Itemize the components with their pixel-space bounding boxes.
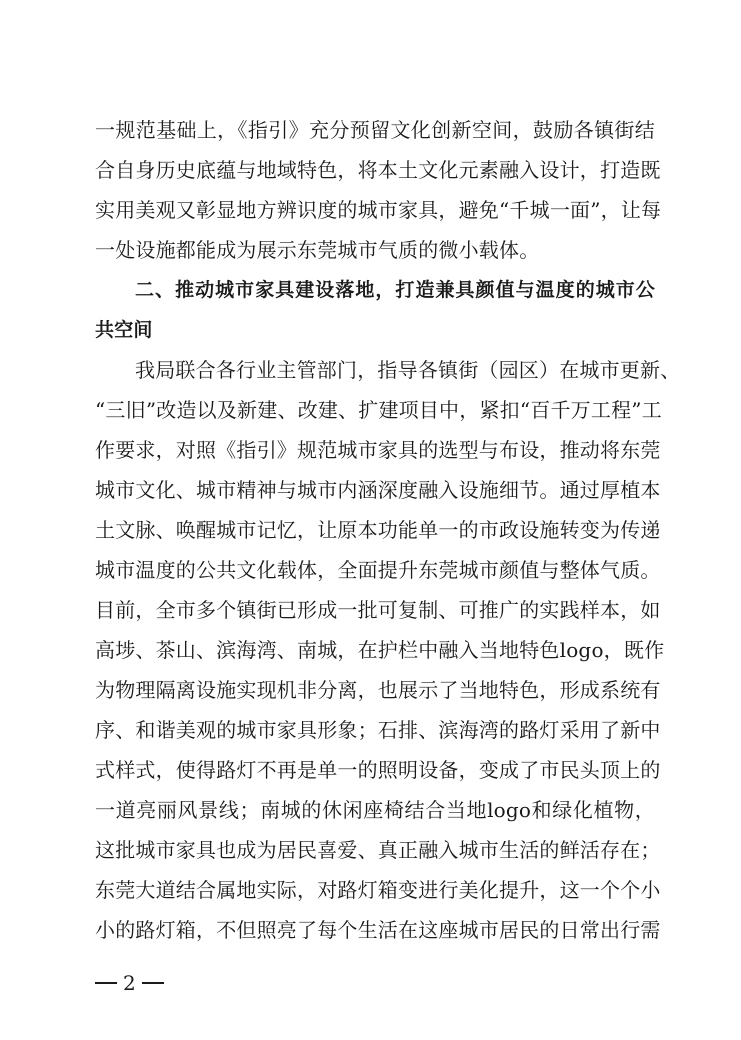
text-line: 高埗、茶山、滨海湾、南城，在护栏中融入当地特色logo，既作 [95,638,665,662]
text-line: 一道亮丽风景线；南城的休闲座椅结合当地logo和绿化植物， [95,798,655,822]
text-line: 我局联合各行业主管部门，指导各镇街（园区）在城市更新、 [135,358,681,382]
text-line: 东莞大道结合属地实际，对路灯箱变进行美化提升，这一个个小 [95,878,661,902]
text-line: 一规范基础上，《指引》充分预留文化创新空间，鼓励各镇街结 [95,118,655,142]
document-body [95,110,681,950]
text-line: 城市温度的公共文化载体，全面提升东莞城市颜值与整体气质。 [95,558,661,582]
text-line: 作要求，对照《指引》规范城市家具的选型与布设，推动将东莞 [95,438,661,462]
paragraph-1 [95,110,662,270]
text-line: 一处设施都能成为展示东莞城市气质的微小载体。 [95,238,540,262]
text-line: “三旧”改造以及新建、改建、扩建项目中，紧扣“百千万工程”工 [95,398,662,422]
text-line: 为物理隔离设施实现机非分离，也展示了当地特色，形成系统有 [95,678,661,702]
text-line: 城市文化、城市精神与城市内涵深度融入设施细节。通过厚植本 [95,478,661,502]
page-number-dash-left [95,982,117,984]
page-number [95,968,164,998]
page-number-dash-right [142,982,164,984]
text-line: 序、和谐美观的城市家具形象；石排、滨海湾的路灯采用了新中 [95,718,661,742]
text-line: 实用美观又彰显地方辨识度的城市家具，避免“千城一面”，让每 [95,198,662,222]
text-line: 土文脉、唤醒城市记忆，让原本功能单一的市政设施转变为传递 [95,518,661,542]
heading-line: 二、推动城市家具建设落地，打造兼具颜值与温度的城市公 [135,279,655,301]
text-line: 这批城市家具也成为居民喜爱、真正融入城市生活的鲜活存在； [95,838,661,862]
text-line: 小的路灯箱，不但照亮了每个生活在这座城市居民的日常出行需 [95,918,661,942]
text-line: 式样式，使得路灯不再是单一的照明设备，变成了市民头顶上的 [95,758,661,782]
paragraph-2 [95,350,681,950]
heading-line: 共空间 [95,319,153,341]
text-line: 目前，全市多个镇街已形成一批可复制、可推广的实践样本，如 [95,598,661,622]
text-line: 合自身历史底蕴与地域特色，将本土文化元素融入设计，打造既 [95,158,661,182]
section-heading [95,270,655,350]
page-number-value: 2 [123,971,136,995]
